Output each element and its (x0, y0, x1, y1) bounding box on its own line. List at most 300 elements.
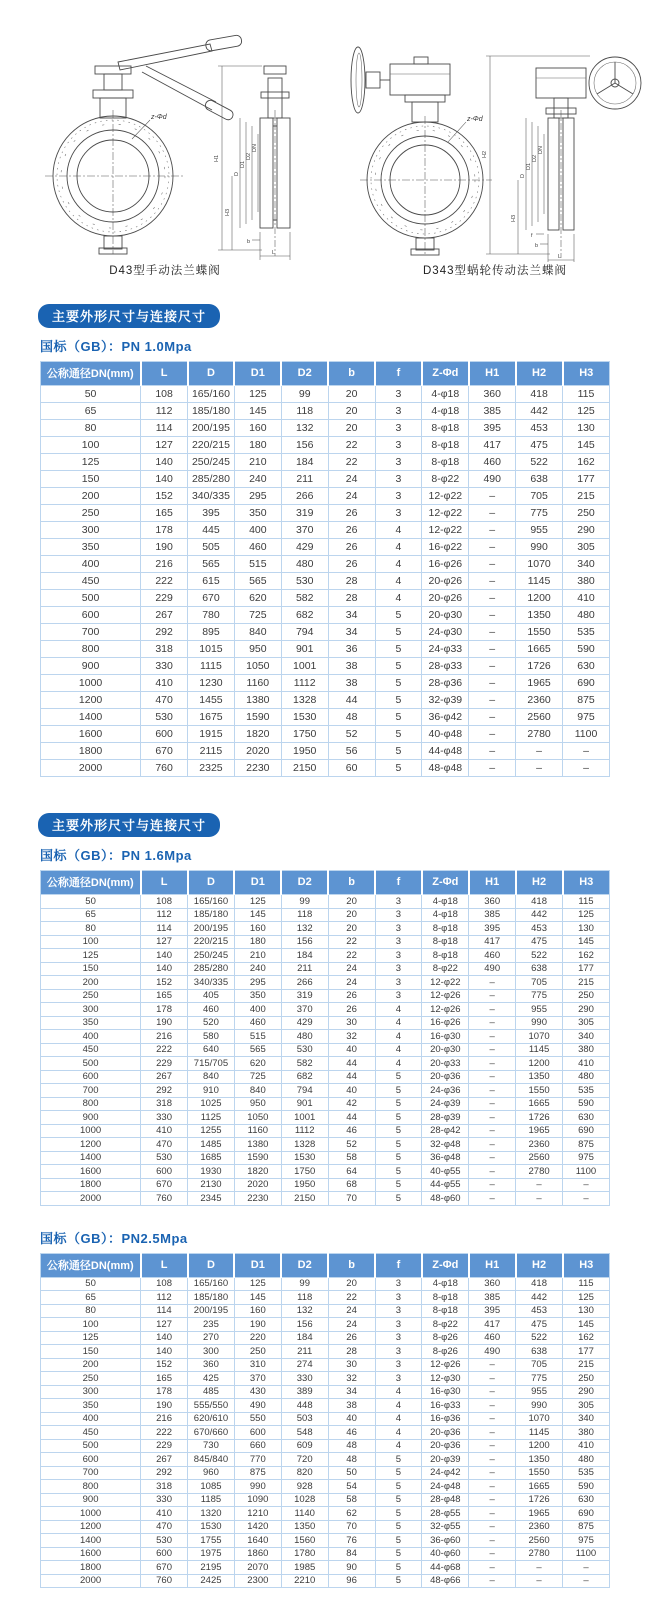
table-cell: 500 (41, 590, 141, 607)
table-cell: 50 (41, 895, 141, 909)
table-cell: 4 (375, 1003, 422, 1017)
table-cell: 140 (141, 1345, 188, 1359)
table-cell: 185/180 (188, 908, 235, 922)
table-cell: 410 (563, 590, 610, 607)
table-cell: 1100 (563, 1165, 610, 1179)
table-cell: 24-φ33 (422, 641, 469, 658)
table-cell: 840 (234, 624, 281, 641)
table-cell: 1328 (281, 1138, 328, 1152)
table-cell: 38 (328, 675, 375, 692)
table-cell: 417 (469, 935, 516, 949)
table-cell: 515 (234, 556, 281, 573)
table-row (41, 539, 610, 556)
table-cell: 1400 (41, 709, 141, 726)
table-cell: 295 (234, 976, 281, 990)
table-cell: 500 (41, 1439, 141, 1453)
table-cell: 1015 (188, 641, 235, 658)
table-cell: 800 (41, 641, 141, 658)
column-header: L (141, 1253, 188, 1277)
table-cell: 20-φ36 (422, 1070, 469, 1084)
table-cell: 32-φ48 (422, 1138, 469, 1152)
table-cell: 24 (328, 976, 375, 990)
table-cell: 590 (563, 1480, 610, 1494)
table-cell: 160 (234, 922, 281, 936)
table-row (41, 1507, 610, 1521)
table-cell: 305 (563, 1399, 610, 1413)
column-header: b (328, 1253, 375, 1277)
column-header: b (328, 362, 375, 386)
table-cell: 2000 (41, 1192, 141, 1206)
table-cell: 4 (375, 1016, 422, 1030)
table-cell: 36-φ48 (422, 1151, 469, 1165)
table-cell: 470 (141, 1138, 188, 1152)
table-cell: 800 (41, 1480, 141, 1494)
table-row (41, 1304, 610, 1318)
table-cell: 26 (328, 989, 375, 1003)
table-cell: – (469, 1358, 516, 1372)
table-cell: 1255 (188, 1124, 235, 1138)
table-cell: 16-φ36 (422, 1412, 469, 1426)
table-cell: 2345 (188, 1192, 235, 1206)
table-cell: 220/215 (188, 437, 235, 454)
table-cell: 28-φ48 (422, 1493, 469, 1507)
table-cell: 99 (281, 386, 328, 403)
table-cell: 28-φ39 (422, 1111, 469, 1125)
table-cell: 292 (141, 624, 188, 641)
column-header: H2 (516, 362, 563, 386)
table-cell: 975 (563, 1534, 610, 1548)
table-cell: 44 (328, 1057, 375, 1071)
table-row (41, 420, 610, 437)
table-row (41, 437, 610, 454)
table-cell: 530 (141, 709, 188, 726)
dim-h2-label: H2 (482, 150, 488, 158)
table-cell: 400 (234, 1003, 281, 1017)
table-row (41, 1165, 610, 1179)
table-cell: 319 (281, 989, 328, 1003)
table-cell: – (469, 1493, 516, 1507)
table-row (41, 573, 610, 590)
table-cell: 5 (375, 1138, 422, 1152)
table-cell: 700 (41, 1466, 141, 1480)
table-cell: 900 (41, 1493, 141, 1507)
table-cell: 140 (141, 962, 188, 976)
table-cell: 36-φ42 (422, 709, 469, 726)
table-cell: 5 (375, 1111, 422, 1125)
table-cell: 24-φ42 (422, 1466, 469, 1480)
table-cell: 8-φ18 (422, 1291, 469, 1305)
d343-front-view (351, 47, 492, 256)
table-cell: – (563, 1178, 610, 1192)
table-cell: 40 (328, 1084, 375, 1098)
table-cell: 24-φ48 (422, 1480, 469, 1494)
table-cell: 1420 (234, 1520, 281, 1534)
table-cell: 660 (234, 1439, 281, 1453)
table-cell: 775 (516, 989, 563, 1003)
table-cell: – (469, 1385, 516, 1399)
table-cell: 290 (563, 1003, 610, 1017)
table-cell: 975 (563, 1151, 610, 1165)
table-cell: 330 (281, 1372, 328, 1386)
table-cell: – (469, 1547, 516, 1561)
table-cell: 20-φ39 (422, 1453, 469, 1467)
table-cell: 3 (375, 1358, 422, 1372)
table-cell: 32 (328, 1030, 375, 1044)
table-cell: – (516, 760, 563, 777)
table-cell: 40-φ60 (422, 1547, 469, 1561)
table-cell: 1001 (281, 658, 328, 675)
table-cell: 5 (375, 692, 422, 709)
table-cell: 1965 (516, 675, 563, 692)
table-cell: 910 (188, 1084, 235, 1098)
table-cell: 108 (141, 1277, 188, 1291)
table-cell: 1380 (234, 692, 281, 709)
table-row (41, 1291, 610, 1305)
table-cell: 20-φ36 (422, 1439, 469, 1453)
table-cell: 1950 (281, 1178, 328, 1192)
table-cell: 990 (516, 1399, 563, 1413)
table-cell: 794 (281, 1084, 328, 1098)
table-cell: – (469, 1111, 516, 1125)
table-cell: 22 (328, 935, 375, 949)
table-cell: 1200 (516, 590, 563, 607)
table-cell: 177 (563, 1345, 610, 1359)
table-cell: 445 (188, 522, 235, 539)
column-header: b (328, 871, 375, 895)
table-cell: 4 (375, 1057, 422, 1071)
table-cell: – (469, 675, 516, 692)
table-cell: 250 (41, 989, 141, 1003)
table-row (41, 658, 610, 675)
table-cell: 80 (41, 420, 141, 437)
table-cell: 16-φ30 (422, 1030, 469, 1044)
table-cell: 2195 (188, 1561, 235, 1575)
table-cell: 220 (234, 1331, 281, 1345)
table-cell: 60 (328, 760, 375, 777)
table-cell: 2325 (188, 760, 235, 777)
table-row (41, 1151, 610, 1165)
table-cell: 1640 (234, 1534, 281, 1548)
table-cell: 5 (375, 1574, 422, 1588)
dim-d2-label: D2 (246, 152, 252, 160)
table-cell: – (469, 556, 516, 573)
table-cell: 1350 (516, 1453, 563, 1467)
table-cell: 682 (281, 1070, 328, 1084)
table-cell: 140 (141, 471, 188, 488)
table-cell: 32-φ55 (422, 1520, 469, 1534)
table-cell: – (469, 641, 516, 658)
table-row (41, 1111, 610, 1125)
column-header: Z-Φd (422, 871, 469, 895)
table-cell: 152 (141, 976, 188, 990)
table-cell: 250 (41, 1372, 141, 1386)
table-cell: 1000 (41, 675, 141, 692)
table-cell: 90 (328, 1561, 375, 1575)
table-cell: 380 (563, 1043, 610, 1057)
table-cell: 5 (375, 641, 422, 658)
table-cell: 5 (375, 1084, 422, 1098)
table-cell: 132 (281, 1304, 328, 1318)
table-row (41, 976, 610, 990)
table-cell: 460 (188, 1003, 235, 1017)
table-row (41, 1057, 610, 1071)
table-cell: 48-φ48 (422, 760, 469, 777)
table-cell: 500 (41, 1057, 141, 1071)
table-cell: – (469, 726, 516, 743)
table-cell: 450 (41, 1426, 141, 1440)
table-cell: – (469, 1016, 516, 1030)
d43-figure (0, 18, 330, 280)
d343-side-view (482, 56, 641, 262)
table-cell: 8-φ22 (422, 1318, 469, 1332)
table-cell: 370 (281, 1003, 328, 1017)
table-body (41, 1277, 610, 1588)
table-cell: 1726 (516, 1111, 563, 1125)
table-cell: 8-φ18 (422, 437, 469, 454)
table-cell: 3 (375, 1318, 422, 1332)
table-cell: 65 (41, 1291, 141, 1305)
table-cell: 3 (375, 1372, 422, 1386)
table-cell: 1560 (281, 1534, 328, 1548)
table-cell: 292 (141, 1084, 188, 1098)
table-cell: 522 (516, 949, 563, 963)
table-cell: 590 (563, 1097, 610, 1111)
table-cell: – (469, 1520, 516, 1534)
table-cell: 2020 (234, 743, 281, 760)
table-cell: 380 (563, 573, 610, 590)
table-cell: 125 (563, 908, 610, 922)
table-row (41, 556, 610, 573)
table-cell: 522 (516, 454, 563, 471)
dim-d-label: D (234, 172, 240, 176)
table-cell: 3 (375, 989, 422, 1003)
table-cell: 395 (469, 1304, 516, 1318)
table-cell: 395 (469, 922, 516, 936)
table-cell: 118 (281, 908, 328, 922)
table-cell: 26 (328, 505, 375, 522)
table-cell: 600 (141, 1547, 188, 1561)
table-cell: 26 (328, 539, 375, 556)
table-cell: – (469, 1480, 516, 1494)
table-row (41, 1070, 610, 1084)
table-cell: 140 (141, 454, 188, 471)
dim-dn-label: DN (252, 144, 258, 152)
table-cell: 340 (563, 1412, 610, 1426)
table-cell: 30 (328, 1016, 375, 1030)
table-cell: 480 (563, 1070, 610, 1084)
table-cell: 1665 (516, 1097, 563, 1111)
table-cell: 418 (516, 386, 563, 403)
table-cell: 725 (234, 607, 281, 624)
table-cell: 12-φ26 (422, 1358, 469, 1372)
table-cell: 1210 (234, 1507, 281, 1521)
table-cell: 250 (563, 989, 610, 1003)
table-cell: 1820 (234, 726, 281, 743)
table-cell: 1726 (516, 1493, 563, 1507)
table-row (41, 1097, 610, 1111)
table-cell: 130 (563, 922, 610, 936)
table-row (41, 590, 610, 607)
table-cell: 460 (469, 1331, 516, 1345)
table-cell: 630 (563, 1111, 610, 1125)
table-cell: 389 (281, 1385, 328, 1399)
table-cell: 24 (328, 488, 375, 505)
table-cell: – (563, 1561, 610, 1575)
column-header: 公称通径DN(mm) (41, 362, 141, 386)
table-cell: 1550 (516, 1084, 563, 1098)
table-cell: 425 (188, 1372, 235, 1386)
table-cell: 150 (41, 471, 141, 488)
table-cell: 20-φ30 (422, 1043, 469, 1057)
table-cell: 200 (41, 976, 141, 990)
table-cell: 4 (375, 1439, 422, 1453)
table-cell: 5 (375, 709, 422, 726)
table-cell: 475 (516, 437, 563, 454)
table-cell: 1115 (188, 658, 235, 675)
column-header: D2 (281, 1253, 328, 1277)
table-row (41, 1345, 610, 1359)
header-row (41, 362, 610, 386)
table-cell: 955 (516, 522, 563, 539)
table-cell: 2130 (188, 1178, 235, 1192)
table-cell: 1328 (281, 692, 328, 709)
table-cell: – (469, 743, 516, 760)
table-cell: 1965 (516, 1124, 563, 1138)
table-cell: 80 (41, 922, 141, 936)
table-cell: 385 (469, 403, 516, 420)
table-cell: 145 (563, 1318, 610, 1332)
table-cell: 310 (234, 1358, 281, 1372)
table-cell: 1750 (281, 1165, 328, 1179)
table-cell: 210 (234, 949, 281, 963)
table-cell: 20-φ26 (422, 590, 469, 607)
table-cell: 115 (563, 1277, 610, 1291)
table-cell: – (469, 1070, 516, 1084)
table-cell: 1100 (563, 726, 610, 743)
table-cell: – (516, 1574, 563, 1588)
table-cell: 250/245 (188, 949, 235, 963)
table-row (41, 1426, 610, 1440)
table-cell: 8-φ18 (422, 922, 469, 936)
table-cell: 28 (328, 573, 375, 590)
table-cell: 80 (41, 1304, 141, 1318)
table-cell: 20 (328, 420, 375, 437)
table-cell: 100 (41, 1318, 141, 1332)
table-cell: 4 (375, 1399, 422, 1413)
table-cell: 1600 (41, 1547, 141, 1561)
table-cell: 318 (141, 1097, 188, 1111)
column-header: H3 (563, 871, 610, 895)
table-cell: 901 (281, 641, 328, 658)
d43-front-view (45, 35, 242, 254)
table-cell: 222 (141, 573, 188, 590)
table-cell: 20 (328, 1277, 375, 1291)
table-row (41, 1574, 610, 1588)
table-cell: 266 (281, 488, 328, 505)
table-cell: 38 (328, 658, 375, 675)
table-cell: 300 (41, 1385, 141, 1399)
table-cell: 475 (516, 1318, 563, 1332)
table-cell: 480 (563, 1453, 610, 1467)
table-cell: 24 (328, 1304, 375, 1318)
table-cell: 285/280 (188, 471, 235, 488)
table-cell: 5 (375, 1493, 422, 1507)
column-header: H2 (516, 871, 563, 895)
table-cell: 690 (563, 1124, 610, 1138)
table-row (41, 1493, 610, 1507)
table-cell: 480 (563, 607, 610, 624)
table-cell: 270 (188, 1331, 235, 1345)
table-cell: 950 (234, 1097, 281, 1111)
table-cell: 800 (41, 1097, 141, 1111)
table-cell: 780 (188, 607, 235, 624)
table-cell: 480 (281, 556, 328, 573)
table-cell: 152 (141, 488, 188, 505)
table-cell: 1780 (281, 1547, 328, 1561)
table-row (41, 908, 610, 922)
table-row (41, 403, 610, 420)
table-cell: 40-φ48 (422, 726, 469, 743)
standard-label: 国标（GB）：PN 1.6Mpa (40, 848, 192, 863)
table-row (41, 1520, 610, 1534)
table-cell: 125 (41, 949, 141, 963)
dim-b-label: b (535, 243, 539, 249)
table-cell: 8-φ26 (422, 1345, 469, 1359)
table-cell: 156 (281, 1318, 328, 1332)
table-cell: 211 (281, 471, 328, 488)
table-cell: 1200 (516, 1439, 563, 1453)
table-row (41, 1016, 610, 1030)
table-cell: 875 (563, 692, 610, 709)
table-cell: 1930 (188, 1165, 235, 1179)
table-cell: 180 (234, 935, 281, 949)
column-header: D2 (281, 871, 328, 895)
table-cell: 3 (375, 403, 422, 420)
header-row (41, 1253, 610, 1277)
table-cell: 99 (281, 895, 328, 909)
table-cell: 470 (141, 692, 188, 709)
table-cell: 112 (141, 403, 188, 420)
table-cell: 453 (516, 1304, 563, 1318)
table-cell: 582 (281, 590, 328, 607)
table-cell: 180 (234, 437, 281, 454)
table-cell: 600 (141, 1165, 188, 1179)
table-cell: 2560 (516, 1534, 563, 1548)
table-cell: 12-φ26 (422, 1003, 469, 1017)
table-cell: 460 (469, 949, 516, 963)
table-cell: – (469, 1057, 516, 1071)
table-row (41, 1372, 610, 1386)
table-cell: 5 (375, 1507, 422, 1521)
table-cell: 132 (281, 420, 328, 437)
table-cell: 1726 (516, 658, 563, 675)
table-cell: 620 (234, 1057, 281, 1071)
table-cell: 330 (141, 658, 188, 675)
d43-bolt-annotation: z-Φd (151, 114, 167, 121)
table-cell: 76 (328, 1534, 375, 1548)
table-cell: 3 (375, 935, 422, 949)
table-cell: 22 (328, 1291, 375, 1305)
header-row (41, 871, 610, 895)
table-cell: 565 (188, 556, 235, 573)
table-cell: 2780 (516, 1547, 563, 1561)
table-cell: 40-φ55 (422, 1165, 469, 1179)
table-cell: 54 (328, 1480, 375, 1494)
table-cell: 448 (281, 1399, 328, 1413)
table-cell: 380 (563, 1426, 610, 1440)
table-cell: 2230 (234, 760, 281, 777)
table-cell: 1112 (281, 675, 328, 692)
